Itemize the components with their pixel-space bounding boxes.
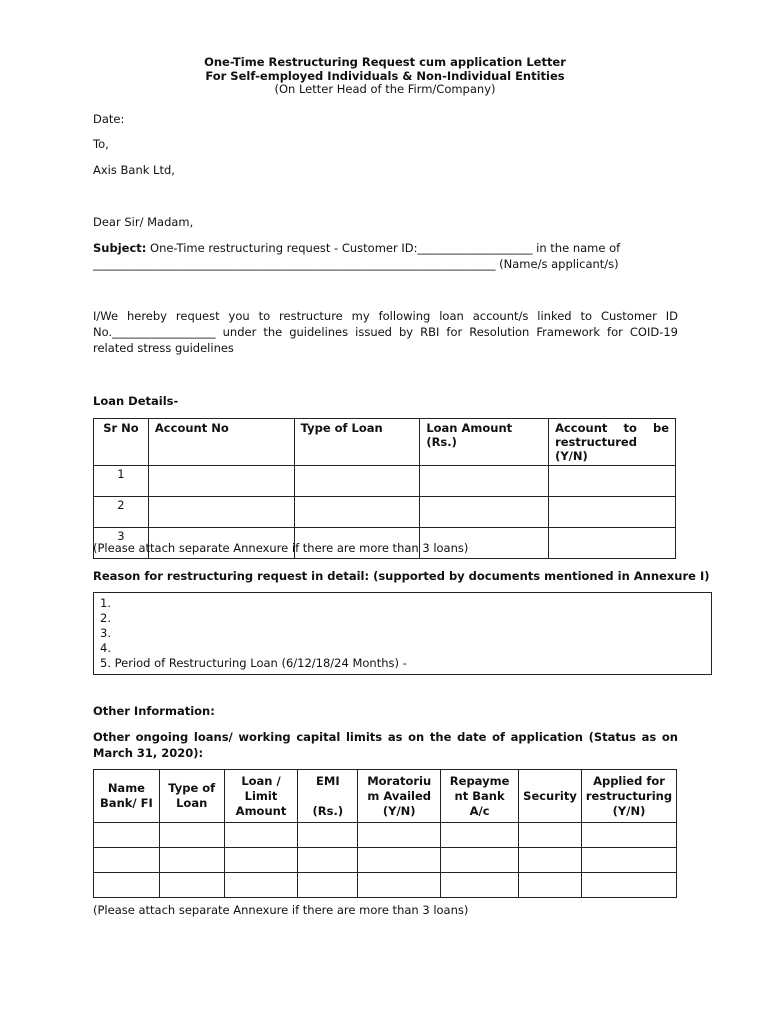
table-cell[interactable] (94, 848, 160, 873)
salutation: Dear Sir/ Madam, (93, 215, 194, 229)
account-no-cell[interactable] (148, 497, 294, 528)
header-repayment-bank: Repayme nt Bank A/c (441, 770, 519, 823)
table-row (94, 823, 677, 848)
reason-item-2: 2. (100, 611, 111, 625)
table-cell[interactable] (159, 848, 224, 873)
type-of-loan-cell[interactable] (294, 497, 420, 528)
reason-box[interactable] (93, 592, 712, 675)
table-row (94, 466, 676, 497)
table-cell[interactable] (441, 873, 519, 898)
loan-amount-cell[interactable] (420, 466, 549, 497)
table-cell[interactable] (441, 848, 519, 873)
table-cell[interactable] (581, 873, 676, 898)
table-cell[interactable] (298, 848, 358, 873)
request-paragraph: I/We hereby request you to restructure my following loan account/s linked to Customer ID No.__________________ under the guidelines issued by RBI for Resolution Framework for COID-19 related stress guidelines (93, 309, 678, 355)
table-cell[interactable] (358, 848, 441, 873)
subject-text: One-Time restructuring request - Customer ID:____________________ in the name of (146, 241, 621, 255)
subject-line-2: ______________________________________________________________________ (Name/s applicant/s) (93, 257, 619, 271)
table-cell[interactable] (94, 823, 160, 848)
account-no-cell[interactable] (148, 466, 294, 497)
reason-item-1: 1. (100, 596, 111, 610)
loan-details-heading: Loan Details- (93, 394, 179, 408)
reason-item-4: 4. (100, 641, 111, 655)
table-cell[interactable] (581, 823, 676, 848)
title-line-2: For Self-employed Individuals & Non-Individual Entities (205, 69, 565, 83)
header-account-no: Account No (148, 419, 294, 466)
table-cell[interactable] (581, 848, 676, 873)
header-type-of-loan: Type of Loan (159, 770, 224, 823)
table-cell[interactable] (224, 848, 298, 873)
table-cell[interactable] (298, 873, 358, 898)
table-cell[interactable] (159, 823, 224, 848)
subject-label: Subject: (93, 241, 147, 255)
loan-details-table (93, 418, 676, 559)
header-emi (298, 770, 358, 823)
table-cell[interactable] (224, 873, 298, 898)
loan-annexure-note: (Please attach separate Annexure if there are more than 3 loans) (93, 541, 469, 555)
header-type-of-loan: Type of Loan (294, 419, 420, 466)
table-cell[interactable] (519, 823, 582, 848)
emi-unit: (Rs.) (312, 803, 344, 818)
other-annexure-note: (Please attach separate Annexure if there are more than 3 loans) (93, 903, 469, 917)
to-label: To, (93, 137, 109, 151)
header-limit-amount: Loan / Limit Amount (224, 770, 298, 823)
reason-item-3: 3. (100, 626, 111, 640)
table-header-row (94, 419, 676, 466)
bank-name: Axis Bank Ltd, (93, 163, 175, 177)
sr-no-cell: 3 (94, 528, 149, 559)
table-cell[interactable] (224, 823, 298, 848)
table-row (94, 873, 677, 898)
loan-amount-cell[interactable] (420, 497, 549, 528)
table-cell[interactable] (298, 823, 358, 848)
header-sr-no: Sr No (94, 419, 149, 466)
subtitle: (On Letter Head of the Firm/Company) (274, 82, 496, 96)
ongoing-loans-heading: Other ongoing loans/ working capital limits as on the date of application (Status as on March 31, 2020): (93, 730, 678, 760)
header-name-bank: Name Bank/ FI (94, 770, 160, 823)
reason-item-5: 5. Period of Restructuring Loan (6/12/18/24 Months) - (100, 656, 407, 670)
table-cell[interactable] (519, 848, 582, 873)
restructure-cell[interactable] (549, 497, 676, 528)
header-loan-amount: Loan Amount (Rs.) (420, 419, 549, 466)
header-applied-restructuring: Applied for restructuring (Y/N) (581, 770, 676, 823)
table-row (94, 848, 677, 873)
table-cell[interactable] (519, 873, 582, 898)
title-line-1: One-Time Restructuring Request cum application Letter (204, 55, 566, 69)
table-cell[interactable] (441, 823, 519, 848)
table-header-row (94, 770, 677, 823)
table-cell[interactable] (358, 823, 441, 848)
other-loans-table (93, 769, 677, 898)
table-cell[interactable] (358, 873, 441, 898)
header-security: Security (519, 770, 582, 823)
sr-no-cell: 2 (94, 497, 149, 528)
reason-heading: Reason for restructuring request in detail: (supported by documents mentioned in Annexure I) (93, 569, 710, 583)
emi-label: EMI (316, 773, 340, 788)
other-info-heading: Other Information: (93, 704, 215, 718)
table-cell[interactable] (94, 873, 160, 898)
header-moratorium: Moratoriu m Availed (Y/N) (358, 770, 441, 823)
date-label: Date: (93, 112, 125, 126)
table-row (94, 497, 676, 528)
subject-line-1 (93, 241, 683, 255)
header-account-restructured: Account to be restructured (Y/N) (549, 419, 676, 466)
restructure-cell[interactable] (549, 528, 676, 559)
sr-no-cell: 1 (94, 466, 149, 497)
table-cell[interactable] (159, 873, 224, 898)
type-of-loan-cell[interactable] (294, 466, 420, 497)
restructure-cell[interactable] (549, 466, 676, 497)
